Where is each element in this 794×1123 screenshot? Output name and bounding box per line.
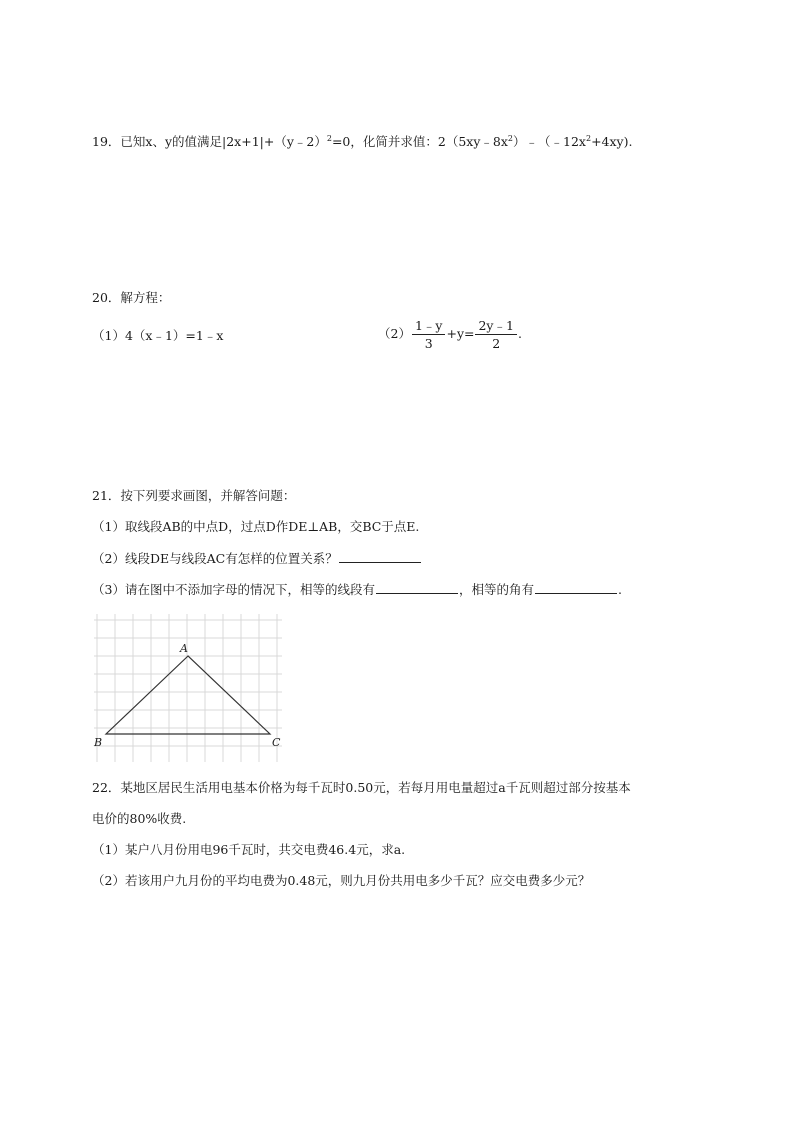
q21-part2 <box>92 550 422 567</box>
q22-line2: 电价的80%收费. <box>92 811 187 826</box>
q21-part3-text-b: ，相等的角有 <box>458 582 534 597</box>
q19-exp-1: 2 <box>326 134 332 143</box>
q19-text-g: +4xy). <box>591 134 633 149</box>
fraction-1 <box>412 317 446 352</box>
q22-line1: 22．某地区居民生活用电基本价格为每千瓦时0.50元，若每月用电量超过a千瓦则超过部分按基本 <box>92 780 631 795</box>
q21-part2-text: （2）线段DE与线段AC有怎样的位置关系？ <box>92 551 338 566</box>
answer-blank-3[interactable] <box>535 581 617 594</box>
q20-part2-end: . <box>517 326 522 341</box>
fraction-2-numerator: 2y﹣1 <box>475 317 516 335</box>
q19-text-a: 已知x、y的值满足|2x+1|+（y﹣2） <box>120 134 327 149</box>
q19-text-e: ）﹣（﹣12x <box>513 134 586 149</box>
answer-blank-1[interactable] <box>339 550 421 563</box>
fraction-2-denominator: 2 <box>492 336 501 351</box>
fraction-1-numerator: 1﹣y <box>412 317 446 335</box>
vertex-label-c: C <box>272 736 281 749</box>
q22-part1: （1）某户八月份用电96千瓦时，共交电费46.4元，求a. <box>92 842 406 857</box>
q21-title: 21．按下列要求画图，并解答问题： <box>92 488 296 503</box>
q21-part1: （1）取线段AB的中点D，过点D作DE⊥AB，交BC于点E. <box>92 519 420 534</box>
q19-text-c: =0，化简并求值：2（5xy﹣8x <box>331 134 508 149</box>
q21-part3-text-a: （3）请在图中不添加字母的情况下，相等的线段有 <box>92 582 375 597</box>
q20-title: 20．解方程： <box>92 290 171 305</box>
fraction-2 <box>475 317 516 352</box>
q20-part1: （1）4（x﹣1）=1﹣x <box>92 328 224 343</box>
fraction-1-denominator: 3 <box>424 336 433 351</box>
triangle-figure <box>92 612 284 764</box>
answer-blank-2[interactable] <box>376 581 458 594</box>
q20-part2-prefix: （2） <box>378 326 411 341</box>
q19-exp-3: 2 <box>585 134 592 143</box>
vertex-label-b: B <box>94 736 103 749</box>
q21-part3-text-c: . <box>617 582 622 597</box>
question-19 <box>92 134 632 150</box>
q19-number: 19． <box>92 134 121 149</box>
q20-part2 <box>378 314 522 354</box>
q19-exp-2: 2 <box>507 134 513 143</box>
grid-lines <box>94 614 282 762</box>
q20-part2-mid: +y= <box>446 326 475 341</box>
q21-part3 <box>92 581 622 598</box>
triangle-abc <box>106 656 270 734</box>
vertex-label-a: A <box>180 642 188 655</box>
q22-part2: （2）若该用户九月份的平均电费为0.48元，则九月份共用电多少千瓦？应交电费多少元？ <box>92 873 591 888</box>
